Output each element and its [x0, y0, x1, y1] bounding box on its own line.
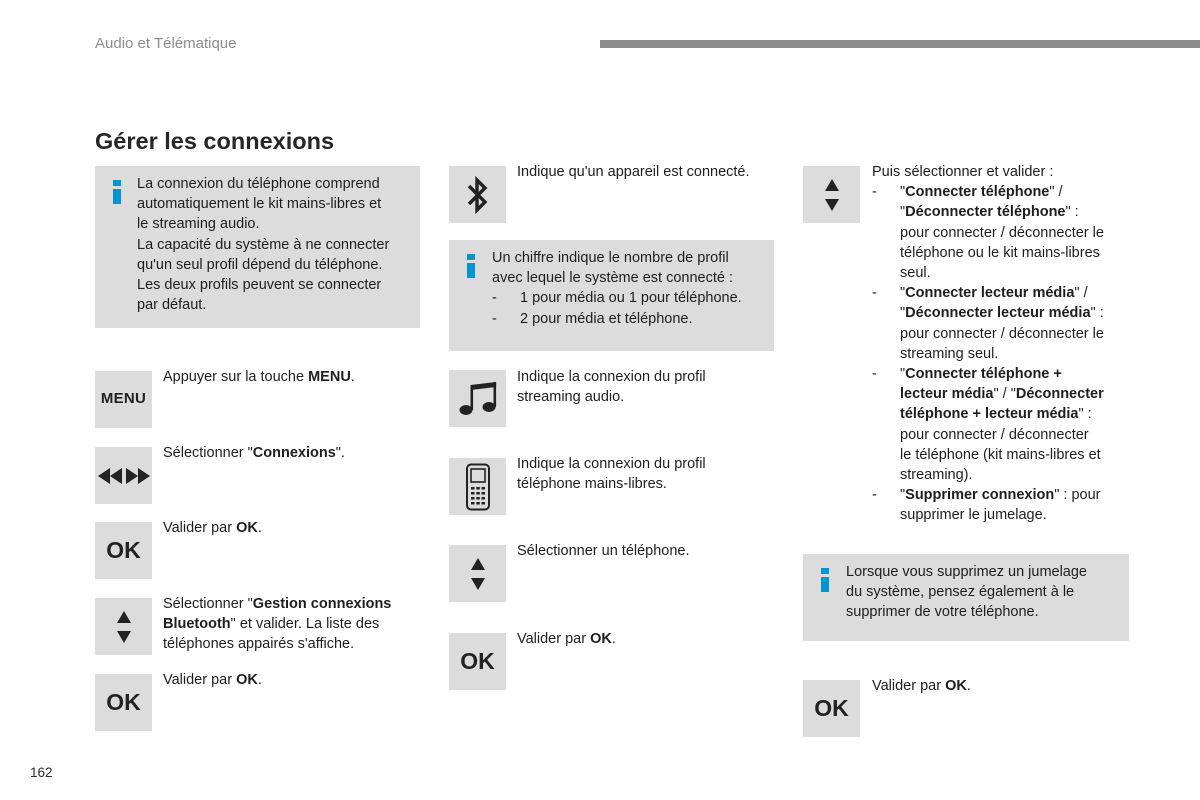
- note-line: par défaut.: [137, 297, 207, 314]
- note-line: du système, pensez également à le: [846, 584, 1075, 601]
- up-down-arrows-icon: [825, 179, 839, 211]
- note-list-item: - 1 pour média ou 1 pour téléphone.: [492, 288, 762, 308]
- ok-key: [95, 674, 152, 731]
- connection-options: [872, 162, 1134, 526]
- step-validate-ok: Valider par OK.: [872, 678, 971, 694]
- up-down-key: [449, 545, 506, 602]
- ok-key-label: OK: [106, 689, 141, 716]
- step-press-menu: Appuyer sur la touche MENU.: [163, 369, 355, 385]
- note-line: La connexion du téléphone comprend: [137, 176, 380, 192]
- seek-back-forward-icon: [98, 466, 150, 486]
- ok-key-label: OK: [814, 695, 849, 722]
- menu-key-label: MENU: [100, 390, 147, 408]
- page-title: Gérer les connexions: [95, 128, 335, 154]
- phone-profile-description: Indique la connexion du profil téléphone mains-libres.: [517, 456, 706, 493]
- option-connect-media: - "Connecter lecteur média" / "Déconnecter lecteur média" : pour connecter / déconnecter le streaming seul.: [872, 283, 1134, 364]
- music-note-icon: [458, 380, 498, 418]
- step-validate-ok: Valider par OK.: [163, 520, 262, 536]
- info-icon: [467, 254, 475, 278]
- note-line: Lorsque vous supprimez un jumelage: [846, 564, 1087, 580]
- option-delete-connection: - "Supprimer connexion" : pour supprimer le jumelage.: [872, 485, 1134, 525]
- audio-profile-indicator: [449, 370, 506, 427]
- bluetooth-description: Indique qu'un appareil est connecté.: [517, 164, 750, 180]
- bluetooth-icon: [465, 175, 491, 215]
- step-validate-ok: Valider par OK.: [163, 672, 262, 688]
- bluetooth-indicator: [449, 166, 506, 223]
- info-note-profiles: [95, 166, 420, 328]
- note-line: supprimer de votre téléphone.: [846, 604, 1039, 621]
- section-label: Audio et Télématique: [95, 35, 237, 52]
- option-connect-phone: - "Connecter téléphone" / "Déconnecter téléphone" : pour connecter / déconnecter le téléphone ou le kit mains-libres seul.: [872, 182, 1134, 283]
- ok-key: [449, 633, 506, 690]
- header-bar: [600, 40, 1200, 48]
- seek-keys: [95, 447, 152, 504]
- step-validate-ok: Valider par OK.: [517, 631, 616, 647]
- step-select-connexions: Sélectionner "Connexions".: [163, 445, 345, 461]
- note-line: le streaming audio.: [137, 216, 260, 233]
- step-select-phone: Sélectionner un téléphone.: [517, 543, 690, 559]
- menu-key: [95, 371, 152, 428]
- info-note-delete: [803, 554, 1129, 641]
- note-line: La capacité du système à ne connecter: [137, 236, 390, 253]
- up-down-arrows-icon: [117, 611, 131, 643]
- note-line: avec lequel le système est connecté :: [492, 270, 733, 287]
- options-intro: Puis sélectionner et valider :: [872, 164, 1054, 180]
- info-note-count: [449, 240, 774, 351]
- up-down-key: [803, 166, 860, 223]
- audio-profile-description: Indique la connexion du profil streaming audio.: [517, 369, 706, 406]
- ok-key: [95, 522, 152, 579]
- note-line: automatiquement le kit mains-libres et: [137, 196, 382, 213]
- ok-key: [803, 680, 860, 737]
- note-list-item: - 2 pour média et téléphone.: [492, 309, 762, 329]
- note-line: qu'un seul profil dépend du téléphone.: [137, 256, 383, 273]
- note-line: Les deux profils peuvent se connecter: [137, 277, 382, 294]
- info-icon: [113, 180, 121, 204]
- phone-profile-indicator: [449, 458, 506, 515]
- note-line: Un chiffre indique le nombre de profil: [492, 250, 729, 266]
- info-icon: [821, 568, 829, 592]
- ok-key-label: OK: [106, 537, 141, 564]
- step-select-gestion: Sélectionner "Gestion connexions Bluetooth" et valider. La liste des téléphones appairés s'affiche.: [163, 596, 392, 653]
- option-connect-both: - "Connecter téléphone + lecteur média" / "Déconnecter téléphone + lecteur média" : pour connecter / déconnecter le téléphone (kit mains-libres et streaming).: [872, 364, 1134, 485]
- ok-key-label: OK: [460, 648, 495, 675]
- page-number: 162: [30, 765, 53, 780]
- up-down-key: [95, 598, 152, 655]
- mobile-phone-icon: [465, 463, 491, 511]
- up-down-arrows-icon: [471, 558, 485, 590]
